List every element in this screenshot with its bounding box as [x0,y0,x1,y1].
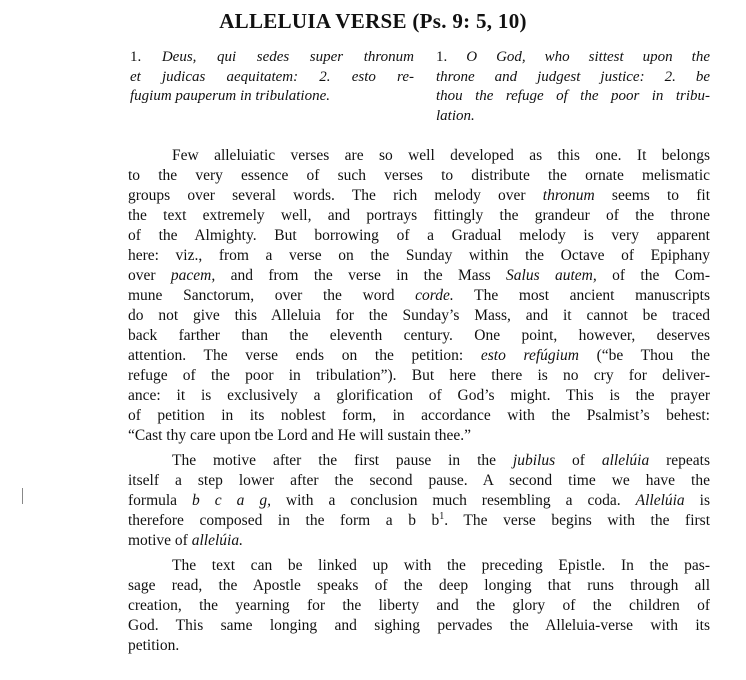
paragraph-2-line [128,471,710,491]
margin-mark [22,488,23,504]
emphasis-text: allelúia. [191,532,243,549]
paragraph-1-line [128,346,710,366]
english-verse-text: lation. [436,107,475,124]
emphasis-text: Salus autem, [506,267,597,284]
emphasis-text: thronum [542,187,595,204]
english-verse-line [436,107,710,127]
verse-number: 1. [130,49,162,65]
emphasis-text: esto refúgium [480,347,579,364]
body-text: creation, the yearning for the liberty and the glory of the children of [128,597,710,614]
paragraph-3-line [128,556,710,576]
paragraph-3-line [128,636,710,656]
paragraph-1-line [128,366,710,386]
english-verse-line [436,68,710,88]
emphasis-text: jubilus [512,452,556,469]
latin-verse-text: et judicas aequitatem: 2. esto re- [130,68,414,85]
body-text: to the very essence of such verses to distribute the ornate melismatic [128,167,710,184]
body-text: of petition in its noblest form, in accordance with the Psalmist’s behest: [128,407,710,424]
paragraph-3-line [128,576,710,596]
body-text: formula [128,492,193,509]
body-text: over [128,267,171,284]
body-text: refuge of the poor in tribulation”). But here there is no cry for deliver- [128,367,710,384]
commentary-body [128,146,710,656]
body-text: ance: it is exclusively a glorification of God’s might. This is the prayer [128,387,710,404]
latin-text-column [130,48,414,107]
body-text: The motive after the first pause in the [172,452,513,469]
body-text: repeats [649,452,710,469]
body-text: of [555,452,602,469]
body-text: with a conclusion much resembling a coda. [270,492,636,509]
english-verse-line [436,87,710,107]
body-text: the text extremely well, and portrays fittingly the grandeur of the throne [128,207,710,224]
english-verse-text: O God, who sittest upon the [466,49,710,65]
paragraph-1-line [128,226,710,246]
latin-verse-text: Deus, qui sedes super thronum [161,49,414,65]
paragraph-1-line [128,406,710,426]
paragraph-1-line [128,206,710,226]
body-text: attention. The verse ends on the petition: [128,347,481,364]
paragraph-1-line [128,426,710,446]
body-text: therefore composed in the form a b b [128,512,440,529]
paragraph-2-line [128,451,710,471]
body-text: seems to fit [594,187,710,204]
paragraph-2-line [128,511,710,531]
emphasis-text: allelúia [601,452,650,469]
paragraph-1-line [128,326,710,346]
paragraph-3-line [128,616,710,636]
body-text: Few alleluiatic verses are so well developed as this one. It belongs [172,147,710,164]
page-title: ALLELUIA VERSE (Ps. 9: 5, 10) [219,9,527,33]
body-text: God. This same longing and sighing pervades the Alleluia-verse with its [128,617,710,634]
emphasis-text: b c a g, [192,492,271,509]
body-text: The most ancient manuscripts [453,287,710,304]
emphasis-text: corde. [415,287,454,304]
body-text: sage read, the Apostle speaks of the deep longing that runs through all [128,577,710,594]
body-text: “Cast thy care upon tbe Lord and He will sustain thee.” [128,427,472,444]
english-verse-line [436,48,710,68]
verse-number: 1. [436,49,467,65]
body-text: . The verse begins with the first [444,512,710,529]
body-text: petition. [128,637,180,654]
body-text: (“be Thou the [578,347,710,364]
body-text: of the Almighty. But borrowing of a Gradual melody is very apparent [128,227,710,244]
latin-verse-line [130,87,414,107]
paragraph-1-line [128,186,710,206]
body-text: and from the verse in the Mass [215,267,507,284]
body-text: is [684,492,710,509]
paragraph-1-line [128,266,710,286]
body-text: mune Sanctorum, over the word [128,287,416,304]
paragraph-1-line [128,386,710,406]
paragraph-1-line [128,166,710,186]
body-text: The text can be linked up with the preceding Epistle. In the pas- [172,557,710,574]
paragraph-1-line [128,246,710,266]
body-text: groups over several words. The rich melody over [128,187,543,204]
latin-verse-text: fugium pauperum in tribulatione. [130,88,330,104]
paragraph-2-line [128,491,710,511]
latin-verse-line [130,48,414,68]
superscript: 1 [439,511,445,522]
latin-verse-line [130,68,414,88]
body-text: here: viz., from a verse on the Sunday within the Octave of Epiphany [128,247,710,264]
paragraph-1-line [128,146,710,166]
english-verse-text: thou the refuge of the poor in tribu- [436,88,710,104]
paragraph-1-line [128,306,710,326]
body-text: of the Com- [596,267,710,284]
body-text: do not give this Alleluia for the Sunday’s Mass, and it cannot be traced [128,307,710,324]
body-text: itself a step lower after the second pause. A second time we have the [128,472,710,489]
emphasis-text: Allelúia [635,492,685,509]
english-text-column [436,48,710,126]
paragraph-1-line [128,286,710,306]
english-verse-text: throne and judgest justice: 2. be [436,68,710,85]
paragraph-2-line [128,531,710,551]
emphasis-text: pacem, [170,267,216,284]
body-text: back farther than the eleventh century. One point, however, deserves [128,327,710,344]
paragraph-3-line [128,596,710,616]
body-text: motive of [128,532,192,549]
